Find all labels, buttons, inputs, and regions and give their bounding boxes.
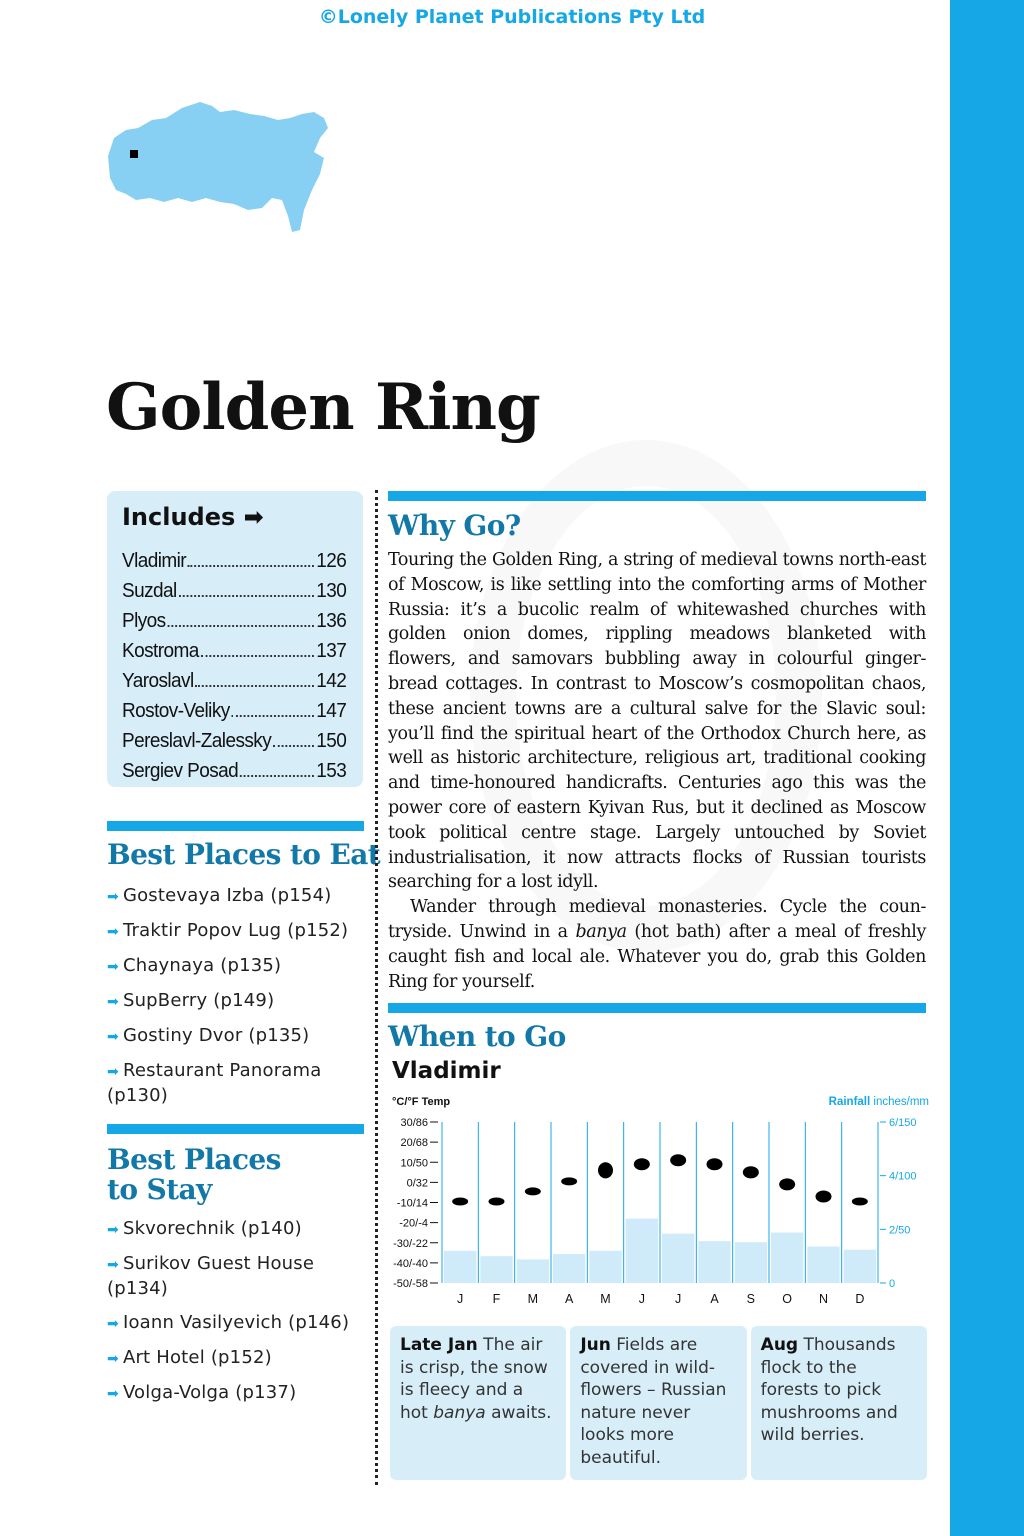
temperature-mark bbox=[452, 1197, 468, 1205]
temperature-mark bbox=[707, 1158, 723, 1170]
arrow-right-icon: ➡ bbox=[107, 1351, 119, 1367]
temperature-mark bbox=[489, 1197, 505, 1205]
temperature-mark bbox=[670, 1154, 686, 1166]
arrow-right-icon: ➡ bbox=[107, 1257, 119, 1273]
eat-item[interactable]: ➡ Gostevaya Izba (p154) bbox=[107, 885, 332, 906]
section-rule bbox=[388, 1003, 926, 1013]
includes-item[interactable]: Kostroma 137 bbox=[122, 640, 347, 662]
temperature-mark bbox=[743, 1166, 759, 1178]
rainfall-bar bbox=[807, 1247, 839, 1283]
stay-item[interactable]: ➡ Ioann Vasilyevich (p146) bbox=[107, 1312, 350, 1333]
temp-tick-label: -40/-40 bbox=[393, 1257, 428, 1270]
rainfall-bar bbox=[444, 1251, 476, 1283]
stay-item[interactable]: ➡ Skvorechnik (p140) bbox=[107, 1218, 302, 1239]
eat-item[interactable]: ➡ Gostiny Dvor (p135) bbox=[107, 1025, 310, 1046]
month-label: S bbox=[746, 1292, 756, 1306]
when-to-go-heading: When to Go bbox=[388, 1020, 566, 1053]
temp-tick-label: -50/-58 bbox=[393, 1278, 428, 1290]
temp-tick-label: 30/86 bbox=[400, 1117, 428, 1129]
includes-item[interactable]: Pereslavl-Zalessky 150 bbox=[122, 730, 347, 752]
month-label: M bbox=[527, 1292, 539, 1306]
temperature-mark bbox=[779, 1178, 795, 1190]
stay-item[interactable]: ➡ Volga-Volga (p137) bbox=[107, 1382, 297, 1403]
rainfall-axis-label: Rainfall inches/mm bbox=[828, 1096, 929, 1108]
section-rule bbox=[107, 1124, 364, 1134]
month-label: A bbox=[710, 1292, 719, 1306]
temp-tick-label: -30/-22 bbox=[393, 1237, 428, 1250]
why-go-body bbox=[388, 548, 926, 994]
season-note: Jun Fields are covered in wild-flowers – Russian nature never looks more beautiful. bbox=[570, 1326, 746, 1480]
rainfall-bar bbox=[553, 1254, 585, 1283]
temperature-mark bbox=[852, 1197, 868, 1205]
eat-list bbox=[107, 884, 357, 1118]
includes-item[interactable]: Plyos 136 bbox=[122, 610, 347, 632]
page-title: Golden Ring bbox=[106, 370, 540, 445]
arrow-right-icon: ➡ bbox=[107, 959, 119, 975]
month-label: J bbox=[675, 1292, 682, 1306]
russia-map-shape bbox=[108, 102, 328, 232]
arrow-right-icon: ➡ bbox=[107, 1222, 119, 1238]
russia-locator-map bbox=[104, 98, 334, 238]
golden-ring-location-marker bbox=[130, 150, 138, 158]
eat-item[interactable]: ➡ Chaynaya (p135) bbox=[107, 955, 282, 976]
month-label: N bbox=[818, 1292, 829, 1306]
month-label: O bbox=[782, 1292, 793, 1306]
temperature-mark bbox=[561, 1177, 577, 1185]
arrow-right-icon: ➡ bbox=[107, 1386, 119, 1402]
why-go-paragraph: Wander through medieval monasteries. Cycle the coun-tryside. Unwind in a banya (hot bath) after a meal of freshly caught fish and local ale. Whatever you do, grab this Golden Ring for yourself. bbox=[388, 897, 926, 992]
rain-tick-label: 4/100 bbox=[889, 1170, 917, 1183]
temp-axis-label: °C/°F Temp bbox=[392, 1096, 451, 1108]
includes-heading: Includes ➡ bbox=[122, 503, 264, 531]
stay-list bbox=[107, 1217, 357, 1416]
rainfall-bar bbox=[626, 1219, 658, 1283]
month-label: F bbox=[492, 1292, 501, 1306]
rainfall-bar bbox=[517, 1259, 549, 1283]
rain-tick-label: 0 bbox=[889, 1278, 896, 1290]
includes-item[interactable]: Rostov-Veliky 147 bbox=[122, 700, 347, 722]
arrow-right-icon: ➡ bbox=[107, 889, 119, 905]
month-label: M bbox=[600, 1292, 611, 1306]
rain-tick-label: 6/150 bbox=[889, 1117, 917, 1129]
rainfall-bar bbox=[735, 1242, 767, 1283]
temp-tick-label: 0/32 bbox=[406, 1177, 428, 1190]
temp-tick-label: 20/68 bbox=[400, 1137, 428, 1150]
includes-item[interactable]: Suzdal 130 bbox=[122, 580, 347, 602]
rainfall-bar bbox=[844, 1250, 876, 1283]
climate-chart bbox=[388, 1090, 933, 1312]
temperature-mark bbox=[816, 1190, 832, 1202]
includes-item[interactable]: Vladimir 126 bbox=[122, 550, 347, 572]
rainfall-bar bbox=[662, 1234, 694, 1283]
arrow-right-icon: ➡ bbox=[107, 994, 119, 1010]
eat-item[interactable]: ➡ Restaurant Panorama (p130) bbox=[107, 1060, 322, 1106]
temp-tick-label: 10/50 bbox=[400, 1157, 428, 1170]
rainfall-bar bbox=[771, 1233, 803, 1283]
why-go-paragraph: Touring the Golden Ring, a string of medieval towns north-east of Moscow, is like settling into the comforting arms of Mother Russia: it’s a bucolic realm of whitewashed churches with golden onion domes, rippling meadows blanketed with flowers, and samovars bubbling away in colourful ginger-bread cottages. In contrast to Moscow’s cosmopolitan chaos, these ancient towns are a cultural salve for the Slavic soul: you’ll find the spiritual heart of the Orthodox Church here, as well as historic architecture, religious art, traditional cooking and time-honoured handicrafts. Centuries ago this was the power core of eastern Kyivan Rus, but it declined as Moscow took political centre stage. Largely untouched by Soviet industrialisation, it now attracts flocks of Russian tourists searching for a lost idyll. bbox=[388, 550, 926, 893]
section-rule bbox=[107, 821, 364, 831]
section-rule bbox=[388, 491, 926, 501]
season-notes bbox=[390, 1326, 927, 1480]
month-label: J bbox=[457, 1292, 464, 1306]
arrow-right-icon: ➡ bbox=[107, 924, 119, 940]
includes-list bbox=[122, 543, 347, 783]
rainfall-bar bbox=[698, 1241, 730, 1283]
copyright-notice: ©Lonely Planet Publications Pty Ltd bbox=[318, 6, 706, 28]
temp-tick-label: -20/-4 bbox=[399, 1217, 428, 1230]
eat-heading: Best Places to Eat bbox=[107, 838, 381, 871]
eat-item[interactable]: ➡ SupBerry (p149) bbox=[107, 990, 275, 1011]
chart-city-title: Vladimir bbox=[392, 1058, 501, 1084]
temperature-mark bbox=[525, 1187, 541, 1195]
temperature-mark bbox=[598, 1162, 613, 1178]
rain-tick-label: 2/50 bbox=[889, 1224, 911, 1237]
stay-heading: Best Places to Stay bbox=[107, 1143, 281, 1206]
stay-item[interactable]: ➡ Surikov Guest House (p134) bbox=[107, 1253, 315, 1299]
column-divider bbox=[375, 490, 378, 1485]
month-label: J bbox=[638, 1292, 645, 1306]
temperature-mark bbox=[634, 1158, 650, 1170]
includes-item[interactable]: Sergiev Posad 153 bbox=[122, 760, 347, 782]
season-note: Aug Thousands flock to the forests to pick mushrooms and wild berries. bbox=[751, 1326, 927, 1480]
edge-color-bar bbox=[950, 0, 1024, 1536]
rainfall-bar bbox=[589, 1251, 621, 1283]
month-label: D bbox=[855, 1292, 865, 1306]
rainfall-bar bbox=[480, 1256, 512, 1283]
arrow-right-icon: ➡ bbox=[107, 1064, 119, 1080]
stay-item[interactable]: ➡ Art Hotel (p152) bbox=[107, 1347, 272, 1368]
temp-tick-label: -10/14 bbox=[396, 1197, 428, 1210]
why-go-heading: Why Go? bbox=[388, 509, 521, 542]
season-note: Late Jan The air is crisp, the snow is fleecy and a hot banya awaits. bbox=[390, 1326, 566, 1480]
includes-box bbox=[107, 491, 363, 787]
eat-item[interactable]: ➡ Traktir Popov Lug (p152) bbox=[107, 920, 349, 941]
month-label: A bbox=[564, 1292, 574, 1306]
arrow-right-icon: ➡ bbox=[107, 1029, 119, 1045]
includes-item[interactable]: Yaroslavl 142 bbox=[122, 670, 347, 692]
arrow-right-icon: ➡ bbox=[107, 1316, 119, 1332]
